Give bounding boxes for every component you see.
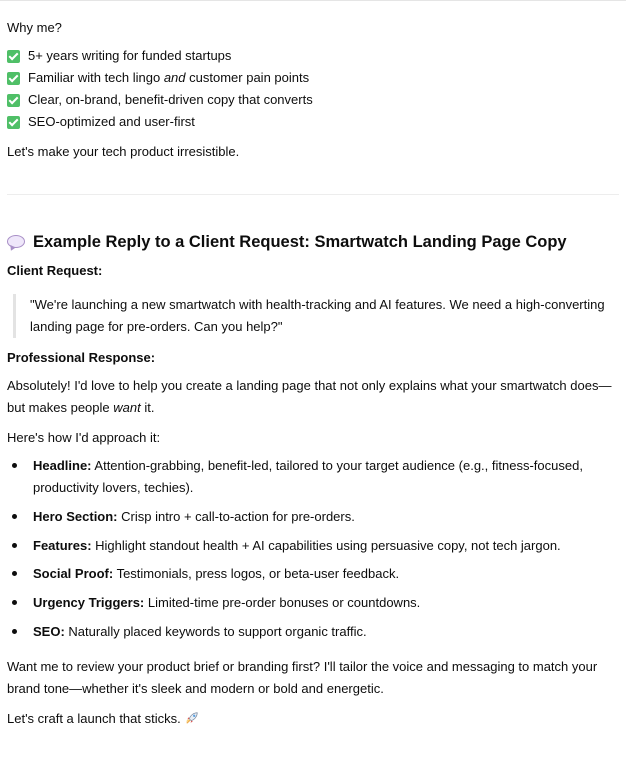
bullet-label: Hero Section: — [33, 509, 118, 524]
list-item — [7, 535, 613, 557]
list-item — [7, 455, 613, 499]
professional-response-label: Professional Response: — [7, 350, 156, 365]
rocket-icon — [185, 711, 199, 725]
check-mark-icon — [7, 50, 20, 63]
bullet-text: Testimonials, press logos, or beta-user feedback. — [113, 566, 400, 581]
list-item — [7, 563, 613, 585]
client-request-label: Client Request: — [7, 263, 103, 278]
signoff — [7, 710, 199, 728]
bullet-label: Headline: — [33, 458, 92, 473]
list-item — [7, 506, 613, 528]
bullet-label: Features: — [33, 538, 92, 553]
bullet-text: Limited-time pre-order bonuses or countdowns. — [144, 595, 421, 610]
check-item-text: SEO-optimized and user-first — [28, 114, 195, 129]
bullet-dot — [12, 514, 17, 519]
speech-bubble-icon — [7, 235, 25, 248]
bullet-text: Attention-grabbing, benefit-led, tailored to your target audience (e.g., fitness-focused, productivity lovers, techies). — [33, 458, 583, 495]
check-mark-icon — [7, 94, 20, 107]
bullet-text: Crisp intro + call-to-action for pre-orders. — [117, 509, 355, 524]
check-item — [7, 91, 313, 109]
top-divider — [0, 0, 626, 1]
why-me-closing: Let's make your tech product irresistible. — [7, 144, 240, 159]
check-item-text: Familiar with tech lingo and customer pain points — [28, 70, 310, 85]
bullet-dot — [12, 571, 17, 576]
bullet-dot — [12, 543, 17, 548]
bullet-dot — [12, 463, 17, 468]
bullet-dot — [12, 629, 17, 634]
bullet-label: Social Proof: — [33, 566, 114, 581]
check-item — [7, 113, 195, 131]
client-request-quote: "We're launching a new smartwatch with health-tracking and AI features. We need a high-converting landing page for pre-orders. Can you help?" — [13, 294, 626, 338]
example-heading — [7, 231, 567, 253]
check-item-text: 5+ years writing for funded startups — [28, 48, 232, 63]
section-divider — [7, 194, 619, 195]
example-title: Example Reply to a Client Request: Smartwatch Landing Page Copy — [33, 233, 567, 251]
bullet-text: Highlight standout health + AI capabilities using persuasive copy, not tech jargon. — [91, 538, 561, 553]
approach-label: Here's how I'd approach it: — [7, 430, 161, 445]
check-mark-icon — [7, 72, 20, 85]
check-item-text: Clear, on-brand, benefit-driven copy that converts — [28, 92, 313, 107]
response-intro: Absolutely! I'd love to help you create a landing page that not only explains what your smartwatch does—but makes people want it. — [7, 378, 612, 415]
signoff-text: Let's craft a launch that sticks. — [7, 711, 181, 726]
why-me-heading: Why me? — [7, 20, 62, 35]
bullet-dot — [12, 600, 17, 605]
bullet-label: SEO: — [33, 624, 65, 639]
check-item — [7, 69, 309, 87]
bullet-label: Urgency Triggers: — [33, 595, 145, 610]
check-mark-icon — [7, 116, 20, 129]
list-item — [7, 621, 613, 643]
followup-paragraph: Want me to review your product brief or branding first? I'll tailor the voice and messaging to match your brand tone—whether it's sleek and modern or bold and energetic. — [7, 659, 598, 696]
check-item — [7, 47, 231, 65]
bullet-text: Naturally placed keywords to support organic traffic. — [64, 624, 367, 639]
list-item — [7, 592, 613, 614]
example-title-row — [7, 231, 567, 253]
